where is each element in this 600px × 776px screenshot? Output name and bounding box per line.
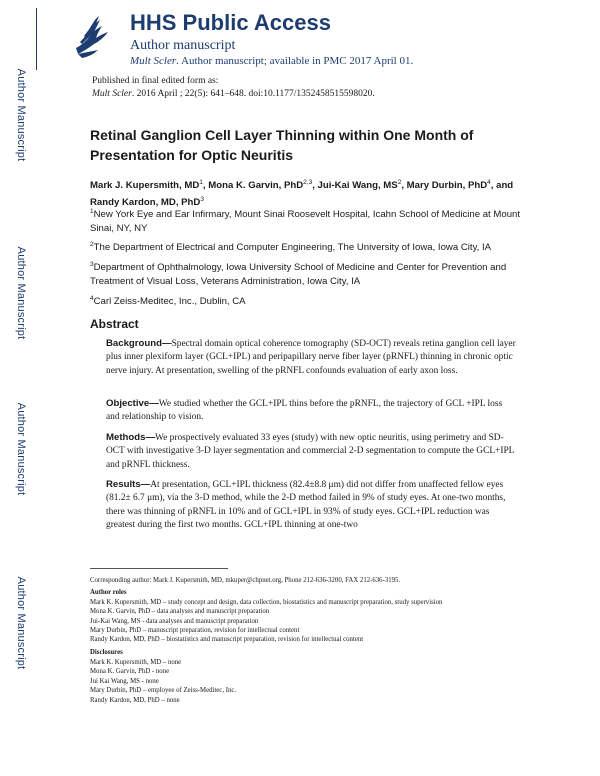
published-in-line: Published in final edited form as: xyxy=(92,76,219,86)
side-label-4: Author Manuscript xyxy=(15,576,27,670)
citation-line xyxy=(92,89,375,99)
journal-abbrev: Mult Scler xyxy=(130,55,177,67)
author-name: Jui-Kai Wang, MS xyxy=(317,180,398,192)
disclosures-heading: Disclosures xyxy=(90,649,123,656)
side-label-3: Author Manuscript xyxy=(15,402,27,496)
corresponding-author: Corresponding author: Mark J. Kupersmith, MD, mkuper@chpnet.org, Phone 212-636-3200, FAX 212-636-3195. xyxy=(90,577,401,584)
results-label: Results— xyxy=(106,479,151,490)
affiliation-2: $^2$The Department of Electrical and Computer Engineering, The University of Iowa, Iowa City, IA xyxy=(90,241,492,254)
objective-label: Objective— xyxy=(106,398,159,409)
affiliation-1: $^1$New York Eye and Ear Infirmary, Mount Sinai Roosevelt Hospital, Icahn School of Medicine at Mount Sinai, NY, NY xyxy=(90,208,521,235)
author-sup: 1 xyxy=(199,179,203,186)
author-name: Mary Durbin, PhD xyxy=(406,180,488,192)
author-sup: 3 xyxy=(200,196,204,204)
abstract-heading: Abstract xyxy=(90,317,139,331)
disclosure-item: Mona K. Garvin, PhD - none xyxy=(90,668,170,675)
role-item: Randy Kardon, MD, PhD – biostatistics and manuscript preparation, revision for intellectual content xyxy=(90,636,364,643)
abstract-results: Results—At presentation, GCL+IPL thickness (82.4±8.8 μm) did not differ from unaffected fellow eyes (81.2± 6.7 μm), via the 3-D method, while the 2-D method failed in 9% of study eyes. At one-two months, there was thinning of pRNFL in 10% and of GCL+IPL in 93% of study eyes. GCL+IPL reduction was greatest during the first two months. GCL+IPL thinning at one-two xyxy=(106,479,506,531)
abstract-background: Background—Spectral domain optical coherence tomography (SD-OCT) reveals retina ganglion cell layer plus inner plexiform layer (GCL+IPL) and peripapillary nerve fiber layer (pRNFL) thinning in chronic optic nerve injury. At presentation, swelling of the pRNFL confounds evaluation of early axon loss. xyxy=(106,338,516,376)
role-item: Mona K. Garvin, PhD – data analyses and manuscript preparation xyxy=(90,608,270,615)
author-sup: 2 xyxy=(397,179,402,186)
author-list: Mark J. Kupersmith, $MD^1$, Mona K. Garvin, PhD$^{2,3}$, Jui-Kai Wang, $MS^2$, Mary Durbin, PhD$^4$, and Randy Kardon, MD, PhD$^3$ xyxy=(90,179,514,209)
methods-label: Methods— xyxy=(106,432,156,443)
article-title: Retinal Ganglion Cell Layer Thinning within One Month of Presentation for Optic Neuritis xyxy=(90,127,474,163)
header-divider xyxy=(36,8,37,70)
disclosure-item: Mary Durbin, PhD – employee of Zeiss-Meditec, Inc. xyxy=(90,687,237,694)
side-label-1: Author Manuscript xyxy=(15,68,27,162)
author-name: Mark J. Kupersmith, MD xyxy=(90,180,200,192)
affiliation-4: $^4$Carl Zeiss-Meditec, Inc., Dublin, CA xyxy=(90,295,246,308)
citation-details: . 2016 April ; 22(5): 641–648. doi:10.1177/1352458515598020. xyxy=(131,89,375,99)
author-manuscript-subtitle: Author manuscript xyxy=(130,38,236,53)
role-item: Jui-Kai Wang, MS - data analyses and manuscript preparation xyxy=(90,618,259,625)
role-item: Mark K. Kupersmith, MD – study concept and design, data collection, biostatistics and manuscript preparation, study supervision xyxy=(90,599,443,606)
abstract-methods: Methods—We prospectively evaluated 33 eyes (study) with new optic neuritis, using perimetry and SD-OCT with investigative 3-D layer segmentation and commercial 2-D segmentation to compute the GCL+IPL and pRNFL thickness. xyxy=(106,432,515,470)
disclosure-item: Jui Kai Wang, MS - none xyxy=(90,678,159,685)
author-roles-heading: Author roles xyxy=(90,589,127,596)
citation-journal: Mult Scler xyxy=(92,89,132,99)
footnote-rule xyxy=(90,568,228,569)
side-label-2: Author Manuscript xyxy=(15,246,27,340)
hhs-title: HHS Public Access xyxy=(130,10,331,35)
author-sup: 4 xyxy=(487,179,491,186)
author-name: Mona K. Garvin, PhD xyxy=(208,180,304,192)
author-sup: 2,3 xyxy=(303,179,313,186)
background-label: Background— xyxy=(106,338,172,349)
journal-availability: . Author manuscript; available in PMC 2017 April 01. xyxy=(176,55,414,67)
author-name: Randy Kardon, MD, PhD xyxy=(90,197,201,209)
journal-line xyxy=(130,55,413,67)
abstract-objective: Objective—We studied whether the GCL+IPL thins before the pRNFL, the trajectory of GCL +IPL loss and relationship to vision. xyxy=(106,398,503,423)
disclosure-item: Mark K. Kupersmith, MD – none xyxy=(90,659,182,666)
affiliation-3: $^3$Department of Ophthalmology, Iowa University School of Medicine and Center for Prevention and Treatment of Visual Loss, Veterans Administration, Iowa City, IA xyxy=(90,261,507,288)
role-item: Mary Durbin, PhD – manuscript preparation, revision for intellectual content xyxy=(90,627,300,634)
disclosure-item: Randy Kardon, MD, PhD – none xyxy=(90,697,180,704)
hhs-eagle-logo-icon xyxy=(72,14,112,62)
